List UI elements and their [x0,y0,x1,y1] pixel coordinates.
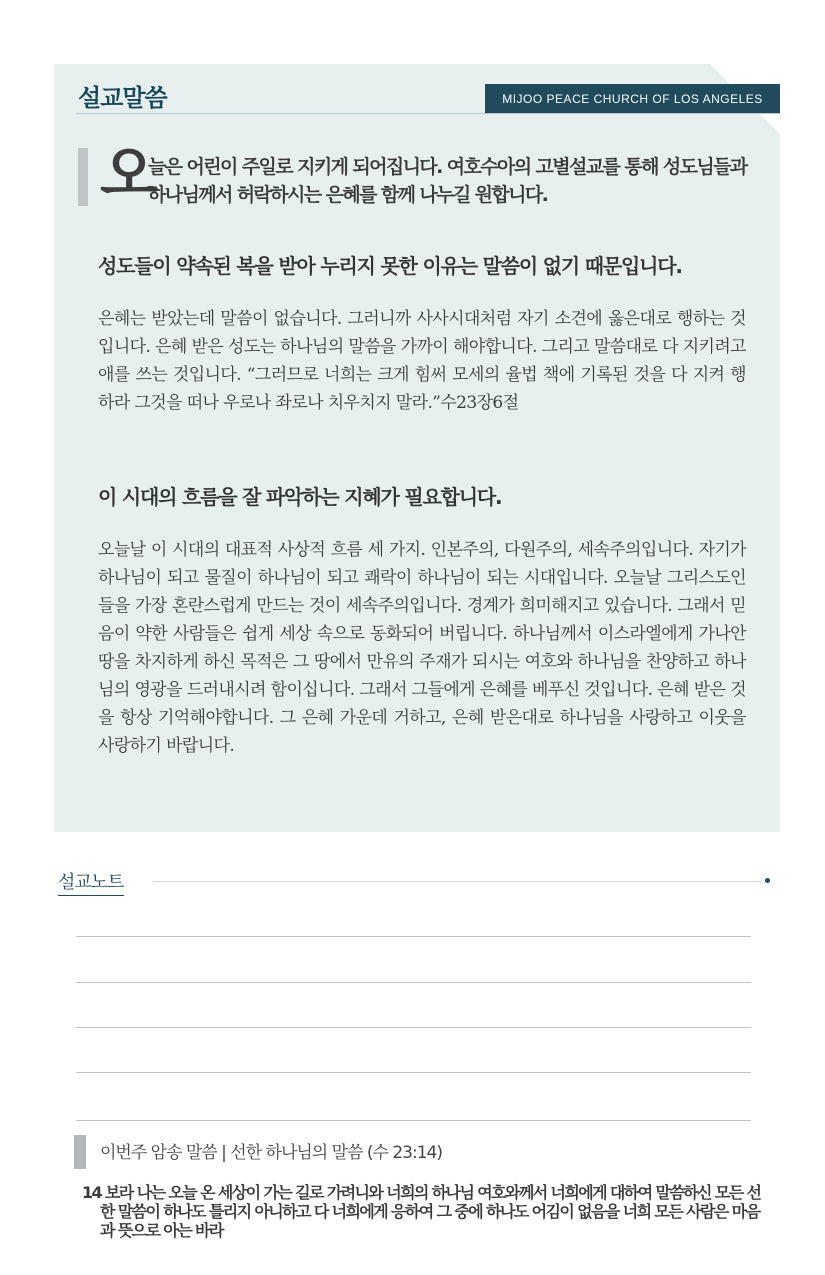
memory-verse-text: 14 보라 나는 오늘 온 세상이 가는 길로 가려니와 너희의 하나님 여호와께서 너희에게 대하여 말씀하신 모든 선한 말씀이 하나도 틀리지 아니하고 다 너희에게 응하여 그 중에 하나도 어김이 없음을 너희 모든 사람은 마음과 뜻으로 아는 바라 [82,1183,761,1240]
sermon-notes-label: 설교노트 [58,868,124,896]
note-writing-line[interactable] [76,1072,751,1073]
note-writing-line[interactable] [76,1120,751,1121]
section-body: 은혜는 받았는데 말씀이 없습니다. 그러니까 사사시대처럼 자기 소견에 옳은대로 행하는 것입니다. 은혜 받은 성도는 하나님의 말씀을 가까이 해야합니다. 그리고 말씀대로 다 지키려고 애를 쓰는 것입니다. “그러므로 너희는 크게 힘써 모세의 율법 책에 기록된 것을 다 지켜 행하라 그것을 떠나 우로나 좌로나 치우치지 말라.”수23장6절 [98,309,746,413]
intro-dropcap: 오 [100,140,158,210]
note-writing-line[interactable] [76,1027,751,1028]
page-title: 설교말씀 [78,84,167,112]
intro-paragraph: 늘은 어린이 주일로 지키게 되어집니다. 여호수아의 고별설교를 통해 성도님들과 하나님께서 허락하시는 은혜를 함께 나누길 원합니다. [148,156,747,206]
note-writing-line[interactable] [76,982,751,983]
intro-accent-bar [78,148,88,206]
section-heading: 성도들이 약속된 복을 받아 누리지 못한 이유는 말씀이 없기 때문입니다. [98,254,682,278]
title-divider [76,113,780,114]
church-name-badge: MIJOO PEACE CHURCH OF LOS ANGELES [485,84,780,113]
section-heading: 이 시대의 흐름을 잘 파악하는 지혜가 필요합니다. [98,485,502,509]
section-body: 오늘날 이 시대의 대표적 사상적 흐름 세 가지. 인본주의, 다원주의, 세속주의입니다. 자기가 하나님이 되고 물질이 하나님이 되고 쾌락이 하나님이 되는 시대입니다. 오늘날 그리스도인들을 가장 혼란스럽게 만드는 것이 세속주의입니다. 경계가 희미해지고 있습니다. 그래서 믿음이 약한 사람들은 쉽게 세상 속으로 동화되어 버립니다. 하나님께서 이스라엘에게 가나안 땅을 차지하게 하신 목적은 그 땅에서 만유의 주재가 되시는 여호와 하나님을 찬양하고 하나님의 영광을 드러내시려 함이십니다. 그래서 그들에게 은혜를 베푸신 것입니다. 은혜 받은 것을 항상 기억해야합니다. 그 은혜 가운데 거하고, 은혜 받은대로 하나님을 사랑하고 이웃을 사랑하기 바랍니다. [98,540,746,756]
notes-dot [765,878,770,883]
memory-verse-label: 이번주 암송 말씀 | 선한 하나님의 말씀 (수 23:14) [100,1143,442,1163]
memory-verse-accent-bar [74,1135,86,1169]
note-writing-line[interactable] [76,936,751,937]
notes-header-rule [153,881,761,882]
